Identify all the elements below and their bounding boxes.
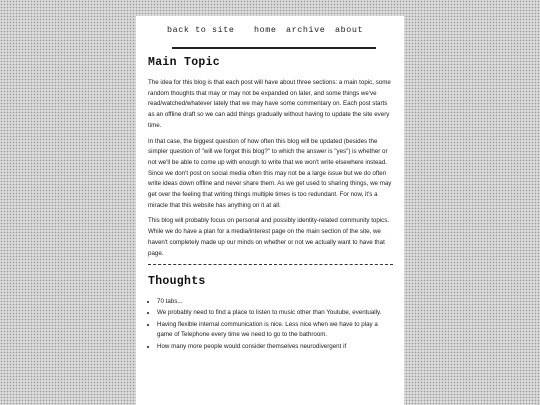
main-paragraph-1: The idea for this blog is that each post will have about three sections: a main topic, some random thoughts that may or may not be expanded on later, and some things we've read/watched/whatever lately that we may have some commentary on. Each post starts as an offline draft so we can add things gradually without having to update the site every time. [148,79,391,129]
main-paragraph-2: In that case, the biggest question of how often this blog will be updated (besides the simpler question of "will we forget this blog?" to which the answer is "yes") is whether or not we'll be able to come up with enough to write that we won't write elsewhere instead. Since we don't post on social media often this may not be a large issue but we do often write ideas down offline and never share them. As we get used to sharing things, we may get over the feeling that writing things multiple times is too redundant. For now, it's a miracle that this website has anything on it at all. [148,137,392,209]
list-item: • How many more people would consider themselves neurodivergent if [157,342,393,353]
section-divider [148,264,393,265]
nav-link-about[interactable]: about [335,25,364,35]
list-item: • 70 tabs... [157,297,393,308]
thoughts-heading: Thoughts [148,275,206,289]
list-item: • Having flexible internal communication is nice. Less nice when we have to play a game of Telephone every time we need to go to the bathroom. [157,320,393,341]
main-paragraph-3: This blog will probably focus on personal and possibly identity-related community topics. While we do have a plan for a media/interest page on the main section of the site, we haven't completely made up our minds on whether or not we actually want to have that page. [148,217,390,257]
page-container [136,16,404,405]
post-content [148,56,393,353]
nav-underline [172,47,376,49]
site-nav [148,24,364,42]
nav-link-home[interactable]: home [254,25,277,35]
nav-link-archive[interactable]: archive [286,25,326,35]
main-topic-heading: Main Topic [148,56,221,69]
thoughts-list [148,297,393,352]
nav-link-back-to-site[interactable]: back to site [167,25,235,35]
list-item: • We probably need to find a place to listen to music other than Youtube, eventually. [157,308,393,319]
